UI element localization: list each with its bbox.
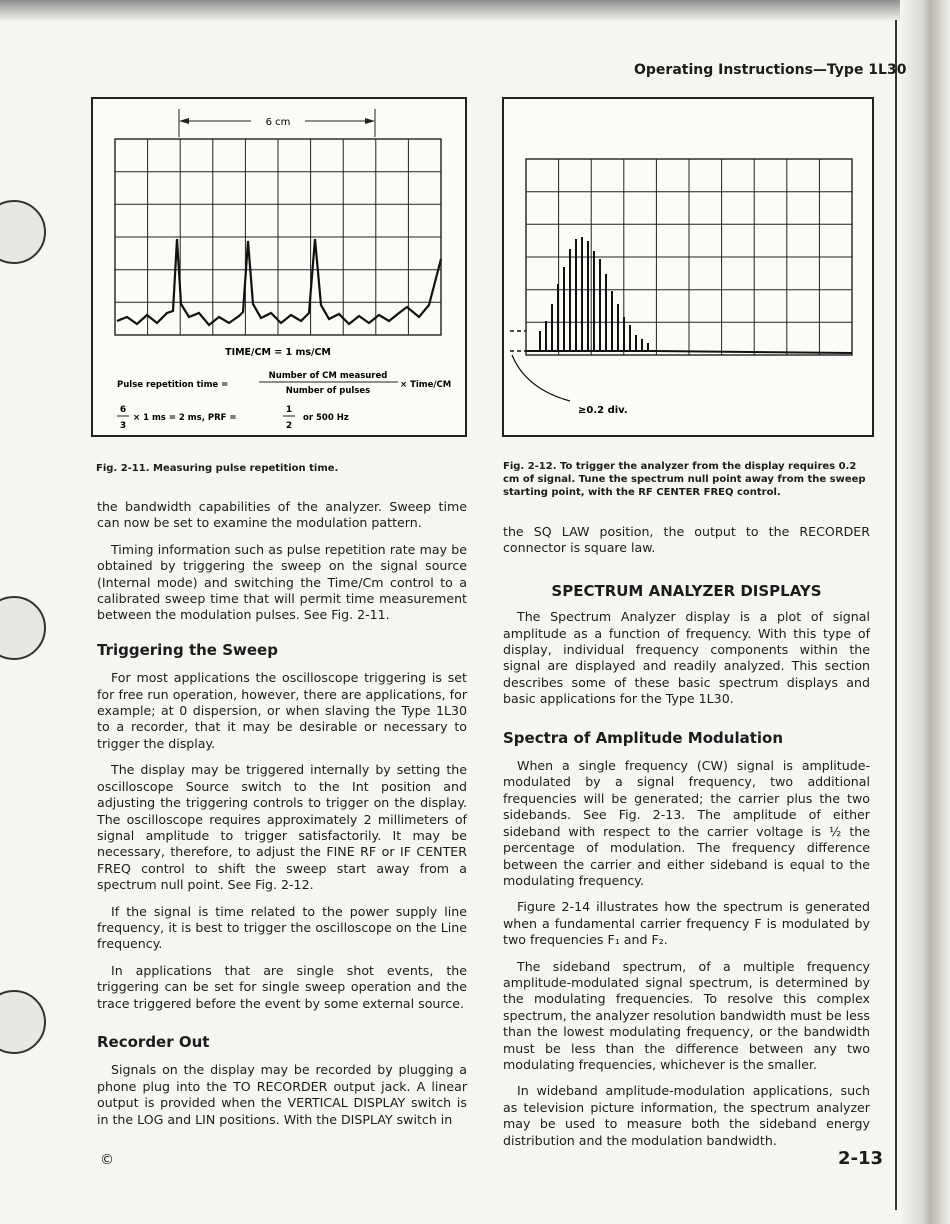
prf-numerator: 1	[285, 405, 293, 415]
paragraph: The sideband spectrum, of a multiple frequency amplitude-modulated signal spectrum, is determined by the modulating frequencies. To resolve this complex spectrum, the analyzer resolution bandwidth must be less than the lowest modulating frequency, or the bandwidth must be less than the difference between any two modulating frequencies, whichever is the smaller.	[503, 958, 870, 1072]
pulse-display	[93, 99, 465, 435]
paragraph: Timing information such as pulse repetition rate may be obtained by triggering the sweep on the signal source (Internal mode) and switching the Time/Cm control to a calibrated sweep time that will permit time measurement between the modulation pulses. See Fig. 2-11.	[97, 541, 467, 623]
paragraph: In applications that are single shot events, the triggering can be set for single sweep operation and the trace triggered before the event by some external source.	[97, 962, 467, 1011]
paragraph: the bandwidth capabilities of the analyzer. Sweep time can now be set to examine the modulation pattern.	[97, 499, 467, 531]
punch-hole	[0, 200, 46, 264]
scan-top-edge	[0, 0, 950, 22]
copyright-mark: ©	[100, 1152, 114, 1168]
paragraph: In wideband amplitude-modulation applications, such as television picture information, the spectrum analyzer may be used to measure both the sideband energy distribution and the modulation bandwidth.	[503, 1083, 870, 1148]
trigger-annotation: ≥0.2 div.	[578, 405, 628, 416]
heading-spectrum-analyzer-displays: SPECTRUM ANALYZER DISPLAYS	[551, 581, 822, 600]
prf-text: or 500 Hz	[303, 413, 349, 423]
paragraph: For most applications the oscilloscope triggering is set for free run operation, however, there are applications, for example; at 0 dispersion, or when slaving the Type 1L30 to a recorder, that it may be desirable or necessary to trigger the display.	[97, 670, 467, 751]
binding-line	[895, 20, 897, 1210]
figure-caption-2-11: Fig. 2-11. Measuring pulse repetition time.	[96, 463, 339, 474]
paragraph: The display may be triggered internally by setting the oscilloscope Source switch to the Int position and adjusting the triggering controls to trigger on the display. The oscilloscope requires approximately 2 millimeters of signal amplitude to trigger satisfactorily. It may be necessary, therefore, to adjust the FINE RF or IF CENTER FREQ control to shift the sweep start away from a spectrum null point. See Fig. 2-12.	[97, 762, 467, 893]
heading-spectra-of-am: Spectra of Amplitude Modulation	[503, 728, 784, 747]
paragraph: When a single frequency (CW) signal is amplitude-modulated by a signal frequency, two additional frequencies will be generated; the carrier plus the two sidebands. See Fig. 2-13. The amplitude of either sideband with respect to the carrier voltage is ½ the percentage of modulation. The frequency difference between the carrier and either sideband is equal to the modulating frequency.	[503, 758, 870, 888]
heading-triggering-the-sweep: Triggering the Sweep	[97, 640, 278, 659]
calc-numerator: 6	[119, 405, 127, 415]
figure-caption-2-12: Fig. 2-12. To trigger the analyzer from the display requires 0.2 cm of signal. Tune the spectrum null point away from the sweep starting point, with the RF CENTER FREQ control.	[503, 461, 866, 498]
spectrum-display	[504, 99, 872, 435]
formula-left: Pulse repetition time =	[117, 380, 229, 390]
formula-right: × Time/CM	[400, 380, 452, 390]
calc-text: × 1 ms = 2 ms, PRF =	[133, 413, 237, 423]
prf-denominator: 2	[285, 421, 293, 431]
time-cm-setting: TIME/CM = 1 ms/CM	[225, 347, 331, 358]
calc-denominator: 3	[119, 421, 127, 431]
punch-hole	[0, 596, 46, 660]
paragraph: If the signal is time related to the power supply line frequency, it is best to trigger the oscilloscope on the Line frequency.	[97, 903, 467, 952]
page-number: 2-13	[838, 1148, 884, 1169]
running-head: Operating Instructions—Type 1L30	[634, 62, 907, 78]
scan-right-edge	[900, 0, 950, 1224]
dimension-label: 6 cm	[265, 117, 291, 128]
paragraph: Figure 2-14 illustrates how the spectrum is generated when a fundamental carrier frequency F is modulated by two frequencies F₁ and F₂.	[503, 899, 870, 948]
heading-recorder-out: Recorder Out	[97, 1032, 210, 1051]
paragraph: the SQ LAW position, the output to the RECORDER connector is square law.	[503, 524, 870, 556]
paragraph: The Spectrum Analyzer display is a plot of signal amplitude as a function of frequency. With this type of display, individual frequency components within the signal are displayed and readily analyzed. This section describes some of these basic spectrum displays and basic applications for the Type 1L30.	[503, 609, 870, 707]
figure-trigger-display	[502, 97, 874, 437]
paragraph: Signals on the display may be recorded by plugging a phone plug into the TO RECORDER output jack. A linear output is provided when the VERTICAL DISPLAY switch is in the LOG and LIN positions. With the DISPLAY switch in	[97, 1062, 467, 1127]
formula-denominator: Number of pulses	[285, 386, 371, 396]
formula-numerator: Number of CM measured	[268, 371, 388, 381]
left-column	[97, 499, 467, 1138]
punch-hole	[0, 990, 46, 1054]
figure-pulse-repetition	[91, 97, 467, 437]
right-column	[503, 524, 870, 1159]
